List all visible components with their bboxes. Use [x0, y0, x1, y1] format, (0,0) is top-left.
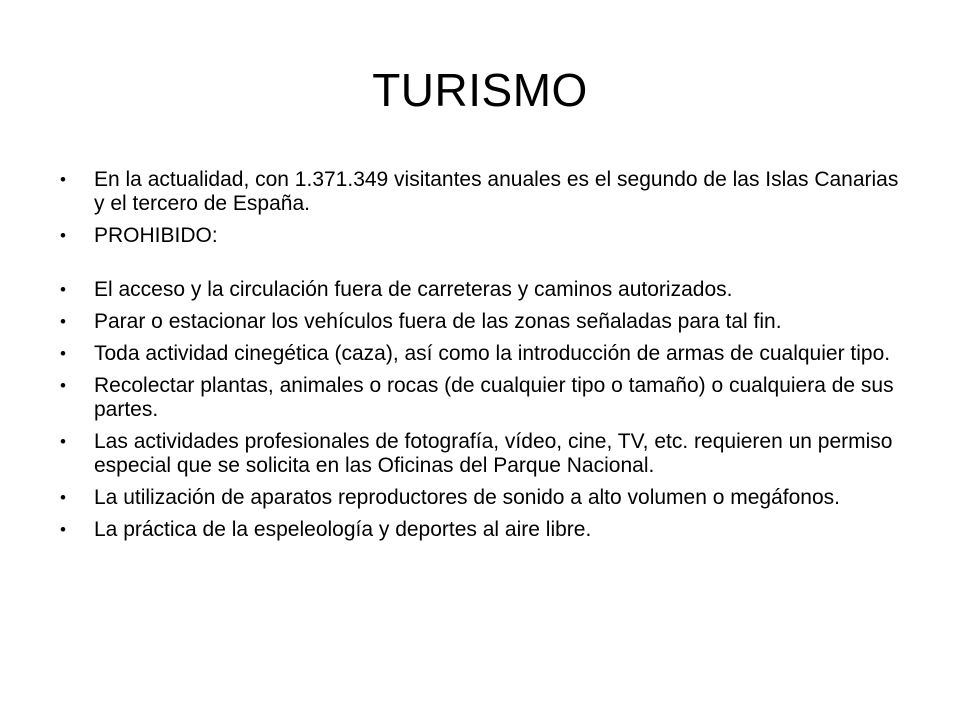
- bullet-dot-icon: •: [60, 170, 66, 189]
- bullet-item-collecting: [58, 374, 908, 422]
- bullet-item-hunting: [58, 342, 908, 366]
- bullet-text: La utilización de aparatos reproductores de sonido a alto volumen o megáfonos.: [94, 486, 840, 509]
- bullet-dot-icon: •: [60, 312, 66, 331]
- bullet-text: Recolectar plantas, animales o rocas (de cualquier tipo o tamaño) o cualquiera de sus partes.: [94, 374, 894, 421]
- bullet-dot-icon: •: [60, 520, 66, 539]
- bullet-text: PROHIBIDO:: [94, 224, 218, 247]
- bullet-dot-icon: •: [60, 280, 66, 299]
- bullet-text: Las actividades profesionales de fotografía, vídeo, cine, TV, etc. requieren un permiso especial que se solicita en las Oficinas del Parque Nacional.: [94, 430, 893, 477]
- bullet-item-prohibited-heading: [58, 224, 908, 248]
- bullet-dot-icon: •: [60, 488, 66, 507]
- bullet-item-access: [58, 278, 908, 302]
- bullet-item-professional-activities: [58, 430, 908, 478]
- bullet-dot-icon: •: [60, 376, 66, 395]
- bullet-text: Parar o estacionar los vehículos fuera de las zonas señaladas para tal fin.: [94, 310, 782, 333]
- bullet-item-sound-devices: [58, 486, 908, 510]
- bullet-item-caving-sports: [58, 518, 908, 542]
- bullet-dot-icon: •: [60, 226, 66, 245]
- bullet-item-visitors: [58, 168, 908, 216]
- bullet-list: [58, 168, 908, 550]
- bullet-text: El acceso y la circulación fuera de carreteras y caminos autorizados.: [94, 278, 733, 301]
- slide-title: TURISMO: [372, 64, 588, 116]
- bullet-text: La práctica de la espeleología y deportes al aire libre.: [94, 518, 592, 541]
- bullet-item-parking: [58, 310, 908, 334]
- bullet-dot-icon: •: [60, 344, 66, 363]
- bullet-dot-icon: •: [60, 432, 66, 451]
- bullet-text: En la actualidad, con 1.371.349 visitantes anuales es el segundo de las Islas Canarias y el tercero de España.: [94, 168, 899, 215]
- bullet-text: Toda actividad cinegética (caza), así como la introducción de armas de cualquier tipo.: [94, 342, 891, 365]
